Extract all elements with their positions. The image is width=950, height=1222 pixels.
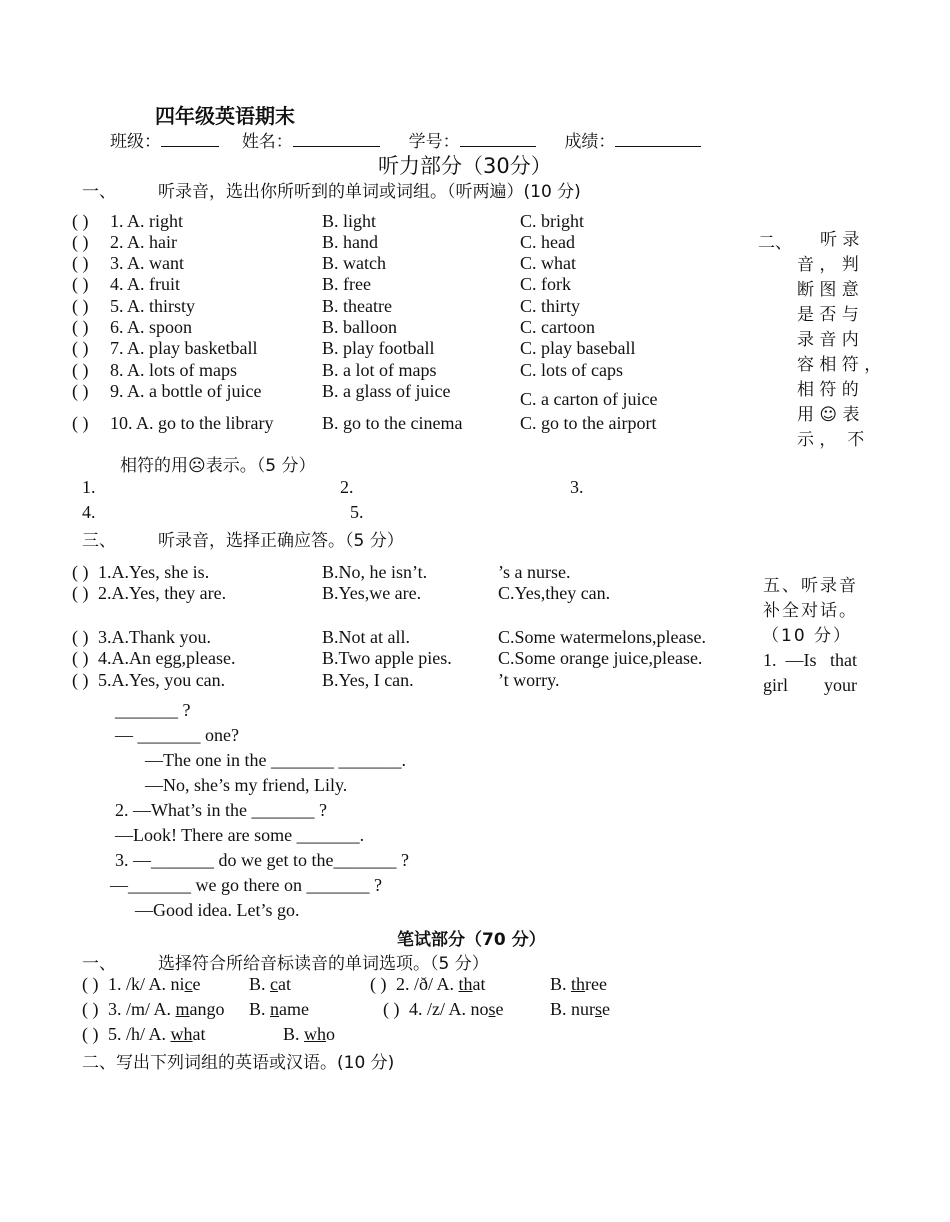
option-b: B.Yes, I can.: [322, 670, 414, 690]
underlined-letters: wh: [170, 1024, 193, 1044]
part1-heading: [82, 177, 581, 202]
answer-paren[interactable]: ( ): [72, 317, 89, 337]
option-c: C. a carton of juice: [520, 389, 658, 409]
question-prefix: 4. /z/ A. no: [409, 999, 489, 1019]
dialog-line: 2. —What’s in the _______ ?: [115, 800, 327, 820]
underlined-letters: s: [488, 999, 496, 1019]
name-blank[interactable]: [293, 130, 380, 147]
option-b: B.No, he isn’t.: [322, 562, 428, 582]
part5-side-line: （10 分）: [762, 626, 853, 646]
word-rest: e: [602, 999, 611, 1019]
part5-q1-line: girl your: [763, 675, 857, 695]
class-label: 班级：: [110, 132, 161, 152]
part3-instruction: 听录音，选择正确应答。（5 分）: [158, 531, 404, 551]
picture-number-2: 2.: [340, 477, 354, 497]
option-c: C. cartoon: [520, 317, 595, 337]
answer-paren[interactable]: ( ): [72, 413, 89, 433]
underlined-letters: wh: [304, 1024, 327, 1044]
option-a: 1. A. right: [110, 211, 184, 231]
option-a: 4. A. fruit: [110, 274, 180, 294]
word-rest: at: [472, 974, 486, 994]
picture-number-5: 5.: [350, 502, 364, 522]
option-b-prefix: B.: [550, 974, 572, 994]
option-a: 10. A. go to the library: [110, 413, 274, 433]
option-b-prefix: B.: [249, 974, 271, 994]
option-b-prefix: B.: [249, 999, 271, 1019]
part1-num: 一、: [82, 182, 116, 202]
underlined-letters: s: [595, 999, 603, 1019]
question-text: [108, 974, 201, 995]
option-a: 5.A.Yes, you can.: [98, 670, 226, 690]
option-b: B.Two apple pies.: [322, 648, 452, 668]
part2-continuation: 相符的用☹表示。（5 分）: [120, 456, 316, 476]
option-b-prefix: B. nur: [550, 999, 595, 1019]
option-a: 2. A. hair: [110, 232, 177, 252]
answer-paren[interactable]: ( ): [72, 670, 89, 690]
part2-num: 二、: [758, 233, 792, 253]
dialog-line: —Good idea. Let’s go.: [135, 900, 300, 920]
option-b: B. a lot of maps: [322, 360, 437, 380]
part3-heading: [82, 526, 404, 551]
picture-number-3: 3.: [570, 477, 584, 497]
option-a: 9. A. a bottle of juice: [110, 381, 262, 401]
answer-paren[interactable]: ( ): [72, 627, 89, 647]
class-blank[interactable]: [161, 130, 219, 147]
answer-paren[interactable]: ( ): [72, 562, 89, 582]
dialog-line: —The one in the _______ _______.: [145, 750, 406, 770]
answer-paren[interactable]: ( ): [370, 974, 387, 994]
question-text: [409, 999, 504, 1020]
part3-num: 三、: [82, 531, 116, 551]
dialog-line: —No, she’s my friend, Lily.: [145, 775, 348, 795]
option-b: [283, 1024, 335, 1045]
answer-paren[interactable]: ( ): [72, 274, 89, 294]
part2-side-line: 断 图 意: [797, 280, 859, 300]
option-a: 4.A.An egg,please.: [98, 648, 236, 668]
underlined-letters: th: [458, 974, 473, 994]
written-part1-num: 一、: [82, 954, 116, 974]
written-title: 笔试部分（70 分）: [397, 930, 546, 950]
part2-side-line: 是 否 与: [797, 305, 859, 325]
option-a: 8. A. lots of maps: [110, 360, 238, 380]
option-c: C.Yes,they can.: [498, 583, 611, 603]
answer-paren[interactable]: ( ): [82, 999, 99, 1019]
option-b: B. watch: [322, 253, 386, 273]
part5-side-line: 补全对话。: [763, 601, 858, 621]
question-prefix: 5. /h/ A.: [108, 1024, 171, 1044]
answer-paren[interactable]: ( ): [82, 1024, 99, 1044]
answer-paren[interactable]: ( ): [72, 253, 89, 273]
question-prefix: 2. /ð/ A.: [396, 974, 459, 994]
part2-side-line: 容 相 符 ，: [797, 355, 882, 375]
part2-side-line: 用 ☺ 表: [797, 405, 860, 425]
word-rest: ame: [279, 999, 309, 1019]
option-b: [249, 974, 291, 995]
question-text: [108, 1024, 206, 1045]
answer-paren[interactable]: ( ): [72, 360, 89, 380]
option-c: C. go to the airport: [520, 413, 657, 433]
id-label: 学号：: [408, 132, 460, 152]
option-b: B.Not at all.: [322, 627, 410, 647]
part2-side-line: 听 录: [820, 230, 860, 250]
word-rest: at: [192, 1024, 206, 1044]
option-c: C. lots of caps: [520, 360, 623, 380]
name-label: 姓名：: [241, 132, 293, 152]
part5-q1-line: 1. —Is that: [763, 650, 857, 670]
underlined-letters: m: [175, 999, 190, 1019]
underlined-letters: c: [184, 974, 193, 994]
part2-side-line: 相 符 的: [797, 380, 859, 400]
option-c: C. head: [520, 232, 575, 252]
underlined-letters: c: [270, 974, 279, 994]
id-blank[interactable]: [460, 130, 536, 147]
option-c: C. fork: [520, 274, 571, 294]
part2-side-line: 示 ， 不: [797, 430, 865, 450]
option-b: [249, 999, 309, 1020]
answer-paren[interactable]: ( ): [72, 232, 89, 252]
word-rest: at: [278, 974, 292, 994]
written-part2-title: 二、写出下列词组的英语或汉语。(10 分): [82, 1053, 395, 1073]
answer-paren[interactable]: ( ): [72, 381, 89, 401]
word-rest: ree: [585, 974, 608, 994]
option-b: B. theatre: [322, 296, 392, 316]
option-c: C.Some watermelons,please.: [498, 627, 706, 647]
answer-paren[interactable]: ( ): [82, 974, 99, 994]
written-part1-heading: [82, 949, 489, 974]
dialog-line: 3. —_______ do we get to the_______ ?: [115, 850, 409, 870]
option-c: C. bright: [520, 211, 585, 231]
option-a: 2.A.Yes, they are.: [98, 583, 227, 603]
answer-paren[interactable]: ( ): [72, 338, 89, 358]
option-b: B. balloon: [322, 317, 397, 337]
part2-side-line: 录 音 内: [797, 330, 859, 350]
option-a: 6. A. spoon: [110, 317, 193, 337]
score-blank[interactable]: [615, 130, 701, 147]
option-c: C. what: [520, 253, 576, 273]
score-label: 成绩：: [564, 132, 616, 152]
answer-paren[interactable]: ( ): [72, 211, 89, 231]
answer-paren[interactable]: ( ): [383, 999, 400, 1019]
answer-paren[interactable]: ( ): [72, 648, 89, 668]
option-a: 5. A. thirsty: [110, 296, 196, 316]
dialog-line: _______ ?: [115, 700, 191, 720]
option-a: 3. A. want: [110, 253, 184, 273]
answer-paren[interactable]: ( ): [72, 296, 89, 316]
part2-side-line: 音 ， 判: [797, 255, 859, 275]
option-a: 1.A.Yes, she is.: [98, 562, 210, 582]
answer-paren[interactable]: ( ): [72, 583, 89, 603]
option-b: B. go to the cinema: [322, 413, 463, 433]
word-rest: ango: [189, 999, 225, 1019]
underlined-letters: n: [270, 999, 280, 1019]
picture-number-4: 4.: [82, 502, 96, 522]
word-rest: o: [326, 1024, 336, 1044]
option-c: ’s a nurse.: [498, 562, 571, 582]
part5-side-line: 五、听录音: [763, 576, 858, 596]
option-b: [550, 999, 610, 1020]
header-fields: [110, 127, 701, 152]
word-rest: e: [495, 999, 504, 1019]
picture-number-1: 1.: [82, 477, 96, 497]
option-b: B. a glass of juice: [322, 381, 451, 401]
part1-instruction: 听录音，选出你所听到的单词或词组。（听两遍）(10 分): [158, 182, 581, 202]
dialog-line: —Look! There are some _______.: [115, 825, 365, 845]
option-a: 7. A. play basketball: [110, 338, 258, 358]
underlined-letters: th: [571, 974, 586, 994]
option-b-prefix: B.: [283, 1024, 305, 1044]
question-prefix: 1. /k/ A. ni: [108, 974, 185, 994]
option-c: C. thirty: [520, 296, 581, 316]
option-c: ’t worry.: [498, 670, 560, 690]
question-text: [396, 974, 486, 995]
dialog-line: — _______ one?: [115, 725, 239, 745]
option-b: B. free: [322, 274, 371, 294]
option-b: B. play football: [322, 338, 435, 358]
option-c: C.Some orange juice,please.: [498, 648, 703, 668]
question-prefix: 3. /m/ A.: [108, 999, 176, 1019]
question-text: [108, 999, 225, 1020]
page-title: 四年级英语期末: [155, 104, 295, 128]
option-b: [550, 974, 607, 995]
option-a: 3.A.Thank you.: [98, 627, 211, 647]
word-rest: e: [192, 974, 201, 994]
option-c: C. play baseball: [520, 338, 636, 358]
listening-title: 听力部分（30分）: [378, 154, 552, 178]
written-part1-instruction: 选择符合所给音标读音的单词选项。（5 分）: [158, 954, 489, 974]
option-b: B.Yes,we are.: [322, 583, 422, 603]
option-b: B. hand: [322, 232, 378, 252]
dialog-line: —_______ we go there on _______ ?: [110, 875, 382, 895]
option-b: B. light: [322, 211, 377, 231]
